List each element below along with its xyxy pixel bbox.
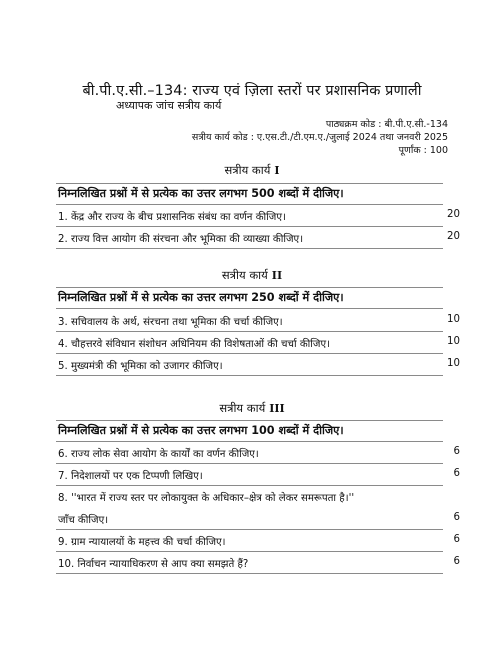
divider (56, 463, 443, 464)
question-marks: 20 (447, 231, 460, 242)
section-heading-3 (0, 401, 504, 416)
section-instruction-1: निम्नलिखित प्रश्नों में से प्रत्येक का उत्तर लगभग 500 शब्दों में दीजिए। (58, 187, 344, 200)
question-marks: 20 (447, 209, 460, 220)
question-marks: 6 (453, 534, 460, 545)
divider (56, 204, 443, 205)
section-heading-label: सत्रीय कार्य (221, 268, 268, 282)
question-marks: 10 (447, 336, 460, 347)
section-heading-2 (0, 268, 504, 283)
section-heading-label: सत्रीय कार्य (224, 163, 271, 177)
course-code: पाठ्यक्रम कोड : बी.पी.ए.सी.-134 (325, 119, 448, 130)
section-heading-label: सत्रीय कार्य (219, 401, 266, 415)
question-marks: 6 (453, 556, 460, 567)
section-heading-1 (0, 163, 504, 178)
section-number: II (271, 269, 283, 282)
question-text: 3. सचिवालय के अर्थ, संरचना तथा भूमिका की चर्चा कीजिए। (58, 317, 283, 328)
question-marks: 6 (453, 446, 460, 457)
question-text: 9. ग्राम न्यायालयों के महत्त्व की चर्चा कीजिए। (58, 537, 226, 548)
divider (56, 573, 443, 574)
divider (56, 529, 443, 530)
divider (56, 551, 443, 552)
divider (56, 441, 443, 442)
question-text: 4. चौहत्तरवे संविधान संशोधन अधिनियम की विशेषताओं की चर्चा कीजिए। (58, 339, 330, 350)
section-number: III (269, 402, 285, 415)
divider (56, 331, 443, 332)
section-number: I (274, 164, 280, 177)
question-text: 2. राज्य वित्त आयोग की संरचना और भूमिका की व्याख्या कीजिए। (58, 234, 304, 245)
section-instruction-2: निम्नलिखित प्रश्नों में से प्रत्येक का उत्तर लगभग 250 शब्दों में दीजिए। (58, 291, 344, 304)
question-text: 10. निर्वाचन न्यायाधिकरण से आप क्या समझते हैं? (58, 559, 249, 570)
question-marks: 10 (447, 314, 460, 325)
page-subtitle: अध्यापक जांच सत्रीय कार्य (116, 99, 222, 112)
page-title: बी.पी.ए.सी.–134: राज्य एवं ज़िला स्तरों पर प्रशासनिक प्रणाली (82, 83, 422, 99)
question-text: 1. केंद्र और राज्य के बीच प्रशासनिक संबंध का वर्णन कीजिए। (58, 212, 286, 223)
question-marks: 6 (453, 468, 460, 479)
divider (56, 287, 443, 288)
assignment-code: सत्रीय कार्य कोड : ए.एस.टी./टी.एम.ए./जुलाई 2024 तथा जनवरी 2025 (191, 132, 448, 143)
divider (56, 485, 443, 486)
divider (56, 226, 443, 227)
divider (56, 183, 443, 184)
question-text: जाँच कीजिए। (58, 515, 109, 526)
question-text: 7. निदेशालयों पर एक टिप्पणी लिखिए। (58, 471, 203, 482)
section-instruction-3: निम्नलिखित प्रश्नों में से प्रत्येक का उत्तर लगभग 100 शब्दों में दीजिए। (58, 424, 344, 437)
question-text: 6. राज्य लोक सेवा आयोग के कार्यों का वर्णन कीजिए। (58, 449, 259, 460)
divider (56, 420, 443, 421)
question-marks: 6 (453, 512, 460, 523)
question-text: 5. मुख्यमंत्री की भूमिका को उजागर कीजिए। (58, 361, 223, 372)
question-marks: 10 (447, 358, 460, 369)
max-marks: पूर्णांक : 100 (398, 145, 448, 156)
divider (56, 248, 443, 249)
question-text: 8. ''भारत में राज्य स्तर पर लोकायुक्त के अधिकार–क्षेत्र को लेकर समरूपता है।'' (58, 493, 355, 504)
divider (56, 353, 443, 354)
divider (56, 375, 443, 376)
divider (56, 308, 443, 309)
